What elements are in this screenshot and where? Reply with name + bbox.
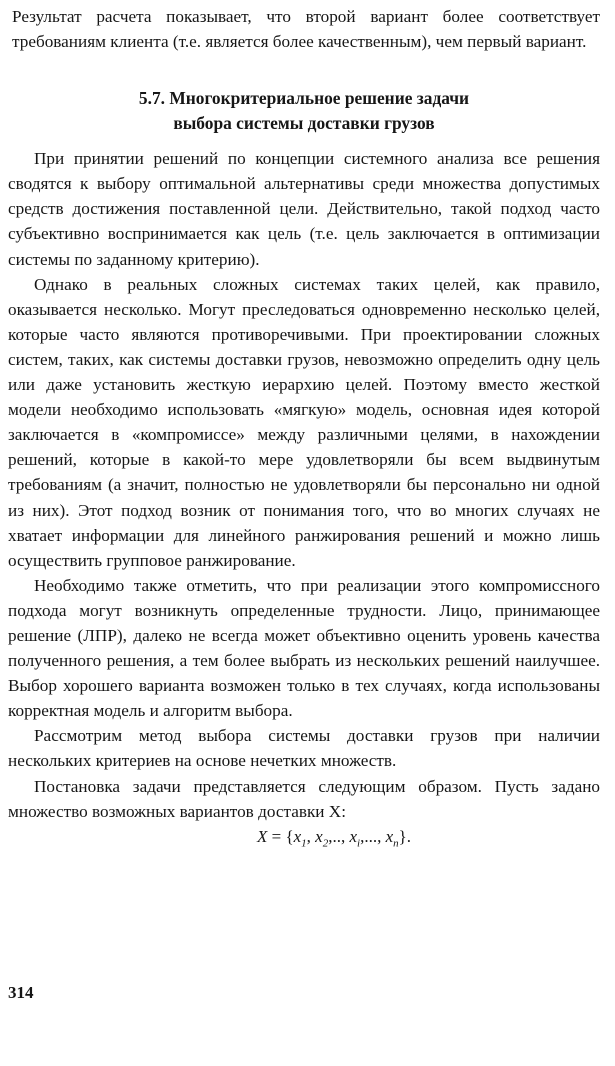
set-formula: $X = \{x_1$, $x_2$,.., $x_i$,..., $x_n$}. <box>256 826 412 850</box>
document-page <box>8 4 600 856</box>
paragraph-2: Однако в реальных сложных системах таких целей, как правило, оказывается несколько. Могут преследоваться одновременно несколько целей, которые часто являются противоречивыми. При проектировании сложных систем, таких, как системы доставки грузов, невозможно определить одну цель или даже установить жесткую иерархию целей. Поэтому вместо жесткой модели необходимо использовать «мягкую» модель, основная идея которой заключается в «компромиссе» между различными целями, в нахождении решений, которые в какой-то мере удовлетворяли бы всем выдвинутым требованиям (а значит, полностью не удовлетворяли бы персонально ни одной из них). Этот подход возник от понимания того, что во многих случаях не хватает информации для линейного ранжирования решений и можно лишь осуществить групповое ранжирование. <box>8 274 600 570</box>
intro-paragraph: Результат расчета показывает, что второй вариант более соответствует требованиям клиента (т.е. является более качественным), чем первый вариант. <box>12 7 600 52</box>
paragraph-1: При принятии решений по концепции системного анализа все решения сводятся к выбору оптимальной альтернативы среди множества допустимых средств достижения поставленной цели. Действительно, такой подход часто субъективно воспринимается как цель (т.е. цель заключается в оптимизации системы по заданному критерию). <box>8 149 600 269</box>
section-heading-line-2: выбора системы доставки грузов <box>173 113 435 134</box>
paragraph-5: Постановка задачи представляется следующим образом. Пусть задано множество возможных вариантов доставки X: <box>8 776 600 821</box>
page-number: 314 <box>8 983 34 1002</box>
paragraph-4: Рассмотрим метод выбора системы доставки грузов при наличии нескольких критериев на основе нечетких множеств. <box>8 726 600 771</box>
paragraph-3: Необходимо также отметить, что при реализации этого компромиссного подхода могут возникнуть определенные трудности. Лицо, принимающее решение (ЛПР), далеко не всегда может объективно оценить уровень качества полученного решения, а тем более выбрать из нескольких решений наилучшее. Выбор хорошего варианта возможен только в тех случаях, когда использованы корректная модель и алгоритм выбора. <box>8 575 600 721</box>
section-heading-line-1: 5.7. Многокритериальное решение задачи <box>138 88 470 109</box>
